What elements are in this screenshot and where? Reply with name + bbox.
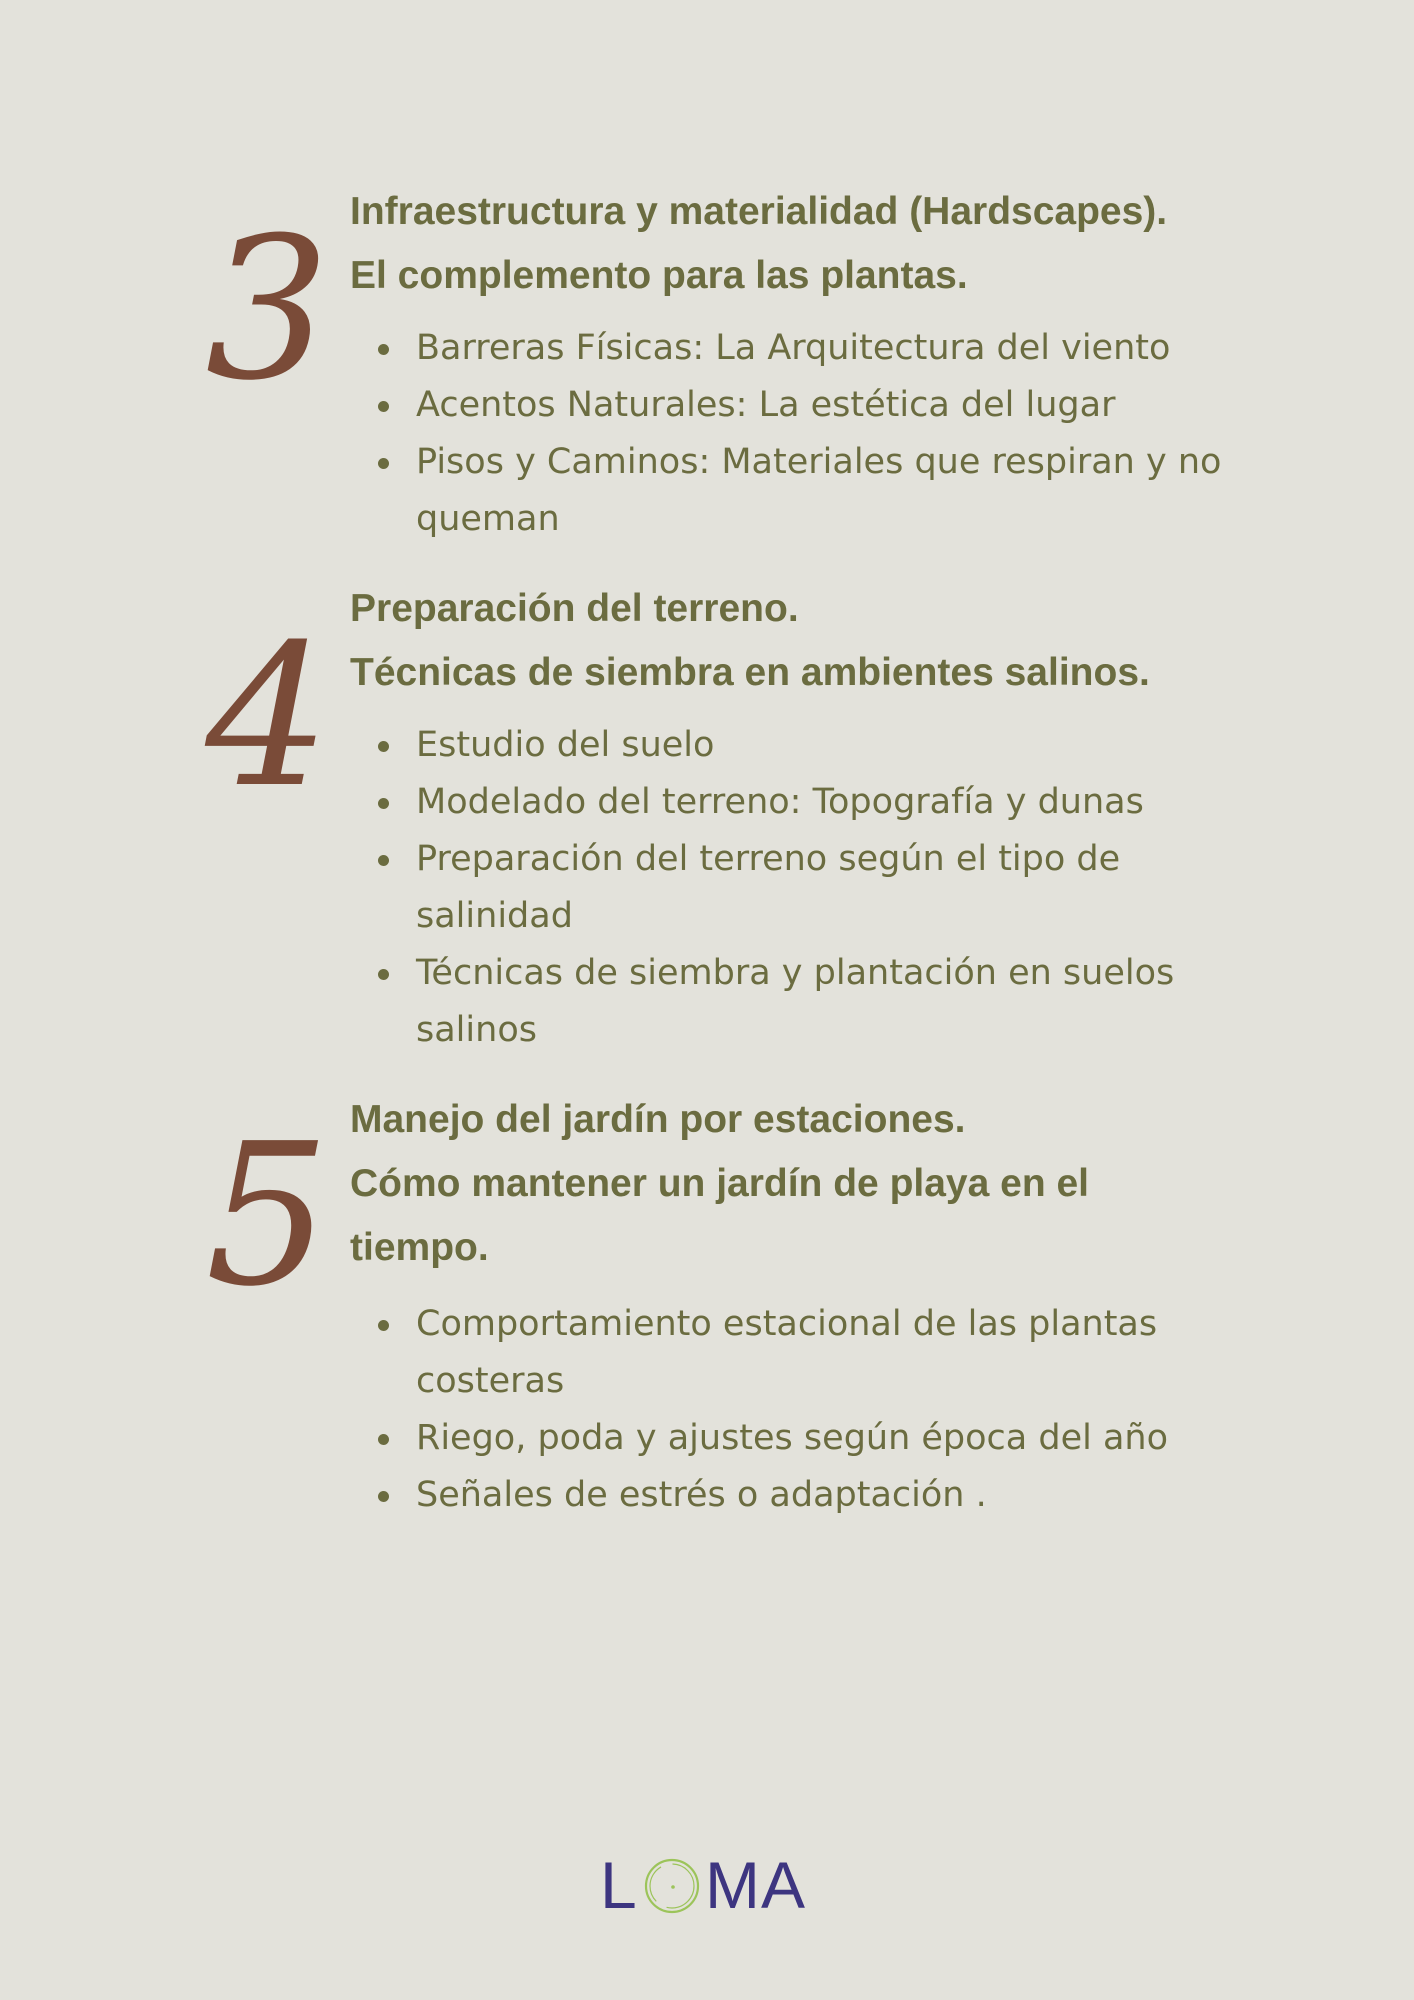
bullet-icon [378, 458, 389, 469]
list-item [350, 945, 1276, 1059]
bullet-icon [378, 401, 389, 412]
list-item [350, 377, 1276, 434]
list-item [350, 1467, 1276, 1524]
list-item [350, 717, 1276, 774]
section-content [350, 180, 1320, 548]
list-item-text: Señales de estrés o adaptación . [416, 1475, 987, 1515]
section-title [350, 180, 1320, 308]
list-item-text: Acentos Naturales: La estética del lugar [416, 385, 1116, 425]
title-line: Infraestructura y materialidad (Hardscapes). [350, 190, 1168, 233]
bullet-icon [378, 1320, 389, 1331]
bullet-list [350, 717, 1320, 1059]
list-item-text: Comportamiento estacional de las plantas costeras [416, 1304, 1158, 1401]
bullet-icon [378, 741, 389, 752]
list-item [350, 320, 1276, 377]
section-content [350, 1088, 1320, 1524]
list-item [350, 1296, 1276, 1410]
title-line: Cómo mantener un jardín de playa en el tiempo. [350, 1162, 1090, 1269]
list-item-text: Modelado del terreno: Topografía y dunas [416, 782, 1144, 822]
section-title [350, 1088, 1230, 1280]
logo-letter-l: L [600, 1848, 638, 1922]
title-line: Manejo del jardín por estaciones. [350, 1098, 966, 1141]
list-item [350, 434, 1276, 548]
bullet-icon [378, 798, 389, 809]
list-item [350, 831, 1276, 945]
bullet-icon [378, 344, 389, 355]
bullet-icon [378, 1491, 389, 1502]
list-item [350, 774, 1276, 831]
bullet-list [350, 320, 1320, 548]
section-content [350, 577, 1320, 1059]
logo-letters-ma: MA [705, 1848, 806, 1922]
list-item-text: Estudio del suelo [416, 725, 715, 765]
section-number: 5 [205, 1102, 330, 1330]
list-item [350, 1410, 1276, 1467]
bullet-list [350, 1296, 1320, 1524]
list-item-text: Riego, poda y ajustes según época del año [416, 1418, 1169, 1458]
list-item-text: Pisos y Caminos: Materiales que respiran y no queman [416, 442, 1222, 539]
bullet-icon [378, 855, 389, 866]
title-line: Técnicas de siembra en ambientes salinos. [350, 651, 1150, 694]
loma-logo [600, 1848, 820, 1922]
section-title [350, 577, 1320, 705]
title-line: Preparación del terreno. [350, 587, 799, 630]
logo-circle-icon [640, 1854, 704, 1918]
list-item-text: Preparación del terreno según el tipo de salinidad [416, 839, 1121, 936]
bullet-icon [378, 1434, 389, 1445]
list-item-text: Técnicas de siembra y plantación en suelos salinos [416, 953, 1175, 1050]
bullet-icon [378, 969, 389, 980]
title-line: El complemento para las plantas. [350, 254, 968, 297]
list-item-text: Barreras Físicas: La Arquitectura del viento [416, 328, 1171, 368]
section-number: 4 [205, 603, 330, 831]
section-number: 3 [205, 196, 330, 424]
